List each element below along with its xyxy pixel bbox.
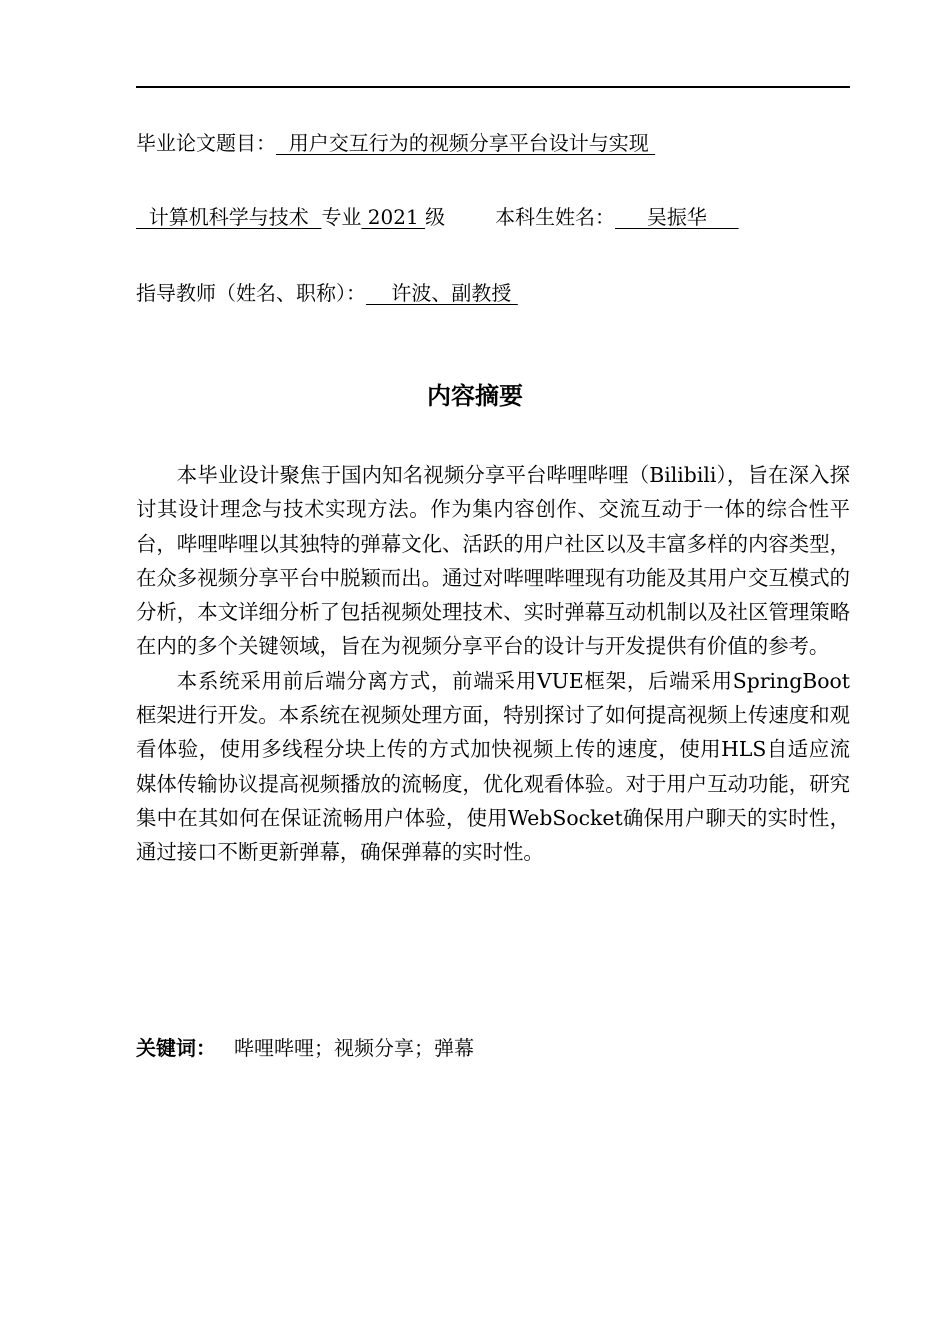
abstract-heading: 内容摘要 bbox=[427, 382, 523, 410]
major-value: 计算机科学与技术 bbox=[136, 205, 322, 229]
grade-label: 级 bbox=[425, 205, 446, 229]
abstract-body bbox=[136, 458, 850, 870]
thesis-title-label: 毕业论文题目： bbox=[136, 131, 276, 155]
advisor-value: 许波、副教授 bbox=[366, 281, 518, 305]
grade-value: 2021 bbox=[361, 205, 426, 229]
major-line bbox=[136, 203, 739, 231]
keywords-value: 哔哩哔哩；视频分享；弹幕 bbox=[234, 1036, 474, 1060]
keywords-line bbox=[136, 1034, 474, 1062]
advisor-label: 指导教师（姓名、职称）： bbox=[136, 281, 366, 305]
keywords-label: 关键词： bbox=[136, 1036, 216, 1060]
thesis-title-value: 用户交互行为的视频分享平台设计与实现 bbox=[276, 131, 656, 155]
abstract-paragraph: 本系统采用前后端分离方式，前端采用VUE框架，后端采用SpringBoot框架进行开发。本系统在视频处理方面，特别探讨了如何提高视频上传速度和观看体验，使用多线程分块上传的方式加快视频上传的速度，使用HLS自适应流媒体传输协议提高视频播放的流畅度，优化观看体验。对于用户互动功能，研究集中在其如何在保证流畅用户体验，使用WebSocket确保用户聊天的实时性，通过接口不断更新弹幕，确保弹幕的实时性。 bbox=[136, 668, 850, 865]
major-label: 专业 bbox=[321, 205, 362, 229]
student-name-value: 吴振华 bbox=[615, 205, 739, 229]
top-rule bbox=[136, 86, 850, 88]
student-name-label: 本科生姓名： bbox=[495, 205, 616, 229]
thesis-title-line bbox=[136, 129, 655, 157]
advisor-line bbox=[136, 279, 518, 307]
abstract-paragraph: 本毕业设计聚焦于国内知名视频分享平台哔哩哔哩（Bilibili），旨在深入探讨其设计理念与技术实现方法。作为集内容创作、交流互动于一体的综合性平台，哔哩哔哩以其独特的弹幕文化、活跃的用户社区以及丰富多样的内容类型，在众多视频分享平台中脱颖而出。通过对哔哩哔哩现有功能及其用户交互模式的分析，本文详细分析了包括视频处理技术、实时弹幕互动机制以及社区管理策略在内的多个关键领域，旨在为视频分享平台的设计与开发提供有价值的参考。 bbox=[136, 463, 850, 659]
